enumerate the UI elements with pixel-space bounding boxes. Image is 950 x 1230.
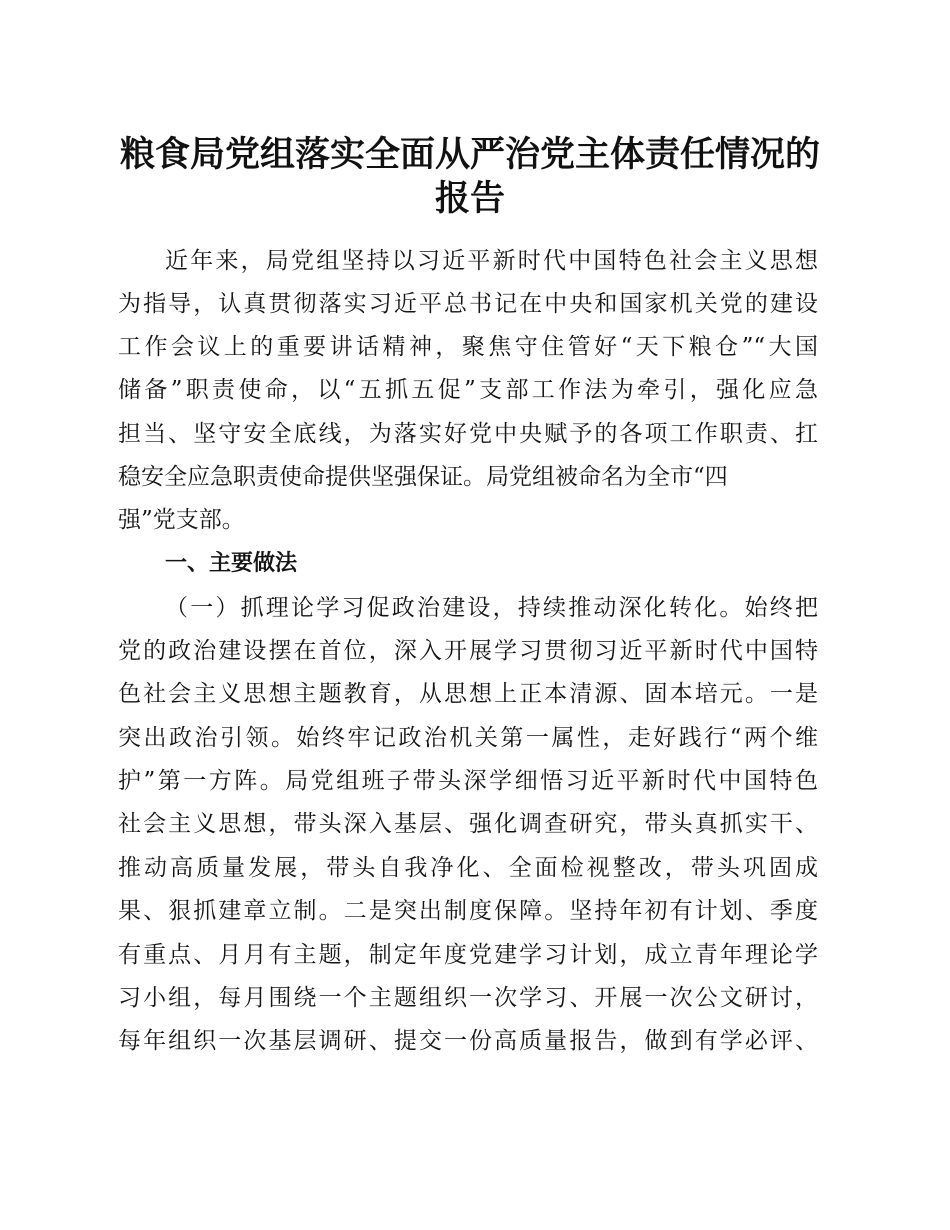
section-paragraph-line: 突出政治引领。始终牢记政治机关第一属性，走好践行“两个维: [118, 725, 818, 751]
document-title-line-1: 粮食局党组落实全面从严治党主体责任情况的: [119, 134, 820, 175]
intro-paragraph-line: 近年来，局党组坚持以习近平新时代中国特色社会主义思想: [165, 248, 818, 274]
intro-paragraph-line: 工作会议上的重要讲话精神，聚焦守住管好“天下粮仓”“大国: [118, 334, 818, 360]
section-paragraph-line: 果、狠抓建章立制。二是突出制度保障。坚持年初有计划、季度: [118, 898, 818, 924]
section-paragraph-line: 社会主义思想，带头深入基层、强化调查研究，带头真抓实干、: [118, 811, 818, 837]
section-paragraph-line: 有重点、月月有主题，制定年度党建学习计划，成立青年理论学: [118, 942, 818, 968]
intro-paragraph-line: 担当、坚守安全底线，为落实好党中央赋予的各项工作职责、扛: [118, 421, 818, 447]
intro-paragraph-line: 强”党支部。: [118, 507, 245, 533]
section-paragraph-line: （一）抓理论学习促政治建设，持续推动深化转化。始终把: [165, 595, 818, 621]
document-title-line-2: 报告: [434, 178, 505, 219]
intro-paragraph-line: 储备”职责使命，以“五抓五促”支部工作法为牵引，强化应急: [118, 377, 818, 403]
section-paragraph-line: 护”第一方阵。局党组班子带头深学细悟习近平新时代中国特色: [118, 768, 818, 794]
intro-paragraph-line: 为指导，认真贯彻落实习近平总书记在中央和国家机关党的建设: [118, 291, 818, 317]
section-paragraph-line: 习小组，每月围绕一个主题组织一次学习、开展一次公文研讨，: [118, 985, 818, 1011]
section-heading: 一、主要做法: [165, 551, 298, 576]
section-paragraph-line: 党的政治建设摆在首位，深入开展学习贯彻习近平新时代中国特: [118, 638, 818, 664]
section-paragraph-line: 推动高质量发展，带头自我净化、全面检视整改，带头巩固成: [118, 855, 818, 881]
intro-paragraph-line: 稳安全应急职责使命提供坚强保证。局党组被命名为全市“四: [118, 464, 728, 490]
section-paragraph-line: 每年组织一次基层调研、提交一份高质量报告，做到有学必评、: [118, 1028, 818, 1054]
section-paragraph-line: 色社会主义思想主题教育，从思想上正本清源、固本培元。一是: [118, 681, 818, 707]
